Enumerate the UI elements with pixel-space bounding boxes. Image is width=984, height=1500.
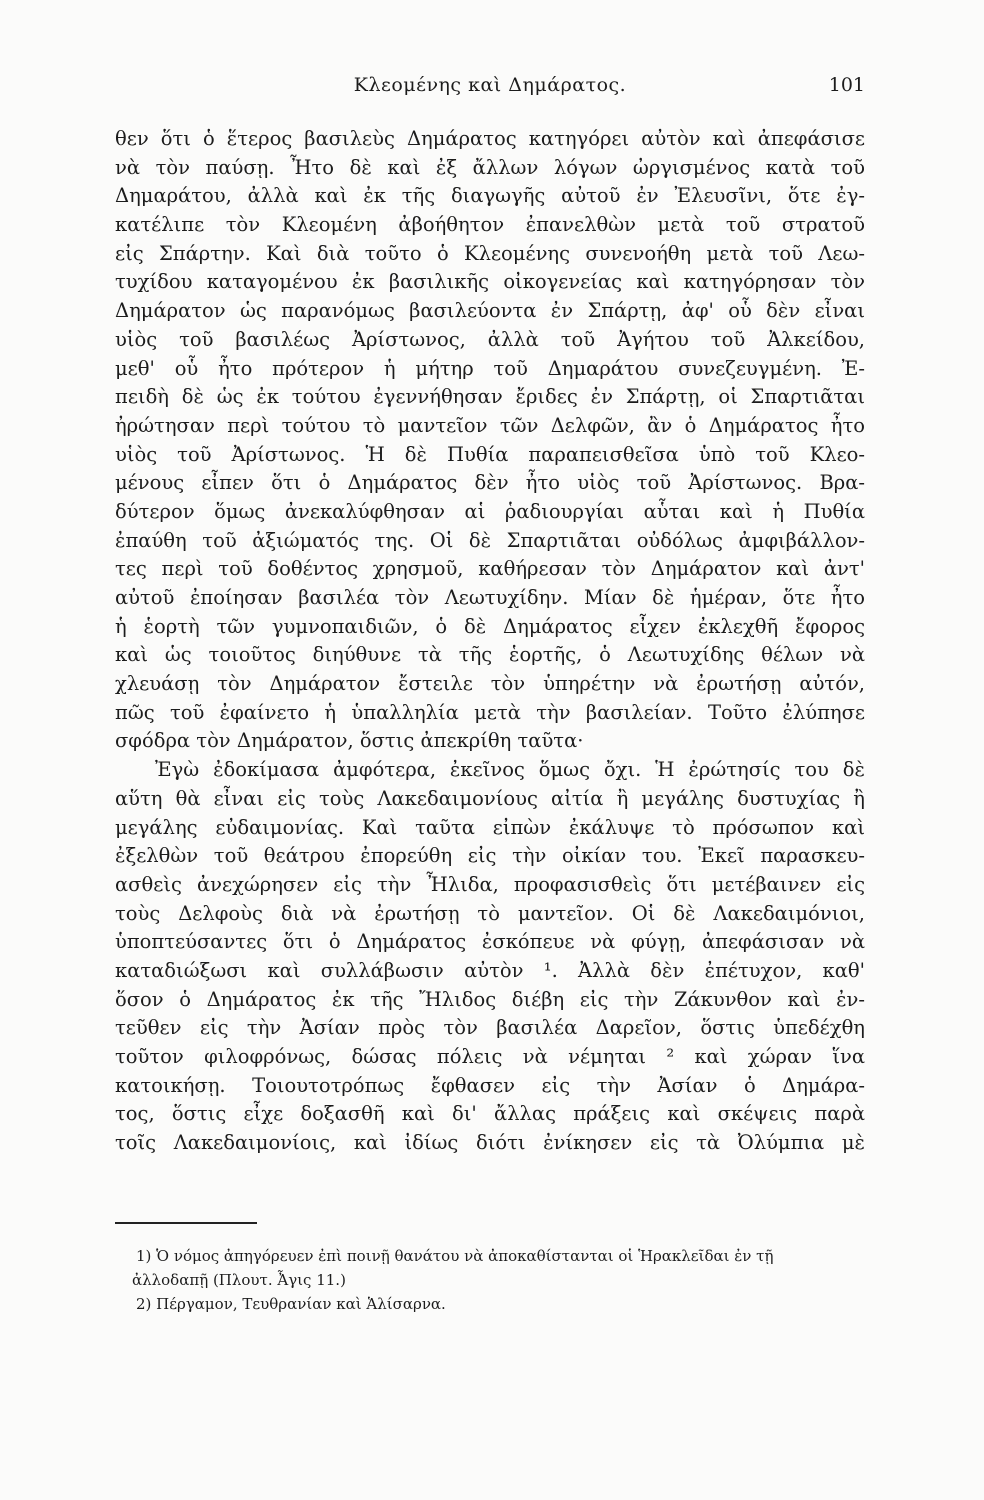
text-line: δύτερον ὅμως ἀνεκαλύφθησαν αἱ ῥαδιουργίαι αὗται καὶ ἡ Πυθία <box>115 499 865 523</box>
footnote-divider <box>115 1222 257 1224</box>
text-line: εἰς Σπάρτην. Καὶ διὰ τοῦτο ὁ Κλεομένης συνενοήθη μετὰ τοῦ Λεω- <box>115 241 865 265</box>
running-title: Κλεομένης καὶ Δημάρατος. <box>353 74 627 96</box>
text-line: θεν ὅτι ὁ ἕτερος βασιλεὺς Δημάρατος κατηγόρει αὐτὸν καὶ ἀπεφάσισε <box>115 127 865 150</box>
text-line: πῶς τοῦ ἐφαίνετο ἡ ὑπαλληλία μετὰ τὴν βασιλείαν. Τοῦτο ἐλύπησε <box>115 700 865 724</box>
text-line: τοὺς Δελφοὺς διὰ νὰ ἐρωτήσῃ τὸ μαντεῖον. Οἱ δὲ Λακεδαιμόνιοι, <box>115 901 865 925</box>
text-line: υἱὸς τοῦ βασιλέως Ἀρίστωνος, ἀλλὰ τοῦ Ἀγήτου τοῦ Ἀλκείδου, <box>115 327 865 351</box>
page-number: 101 <box>828 74 865 96</box>
body-text <box>115 125 865 1158</box>
text-line: ὑποπτεύσαντες ὅτι ὁ Δημάρατος ἐσκόπευε νὰ φύγῃ, ἀπεφάσισαν νὰ <box>115 930 865 954</box>
footnote-continuation: ἀλλοδαπῇ (Πλουτ. Ἆγις 11.) <box>132 1271 346 1289</box>
text-line: τες περὶ τοῦ δοθέντος χρησμοῦ, καθήρεσαν τὸν Δημάρατον καὶ ἀντ' <box>115 557 865 581</box>
text-line: καὶ ὡς τοιοῦτος διηύθυνε τὰ τῆς ἑορτῆς, ὁ Λεωτυχίδης θέλων νὰ <box>115 643 865 667</box>
text-line: πειδὴ δὲ ὡς ἐκ τούτου ἐγεννήθησαν ἔριδες ἐν Σπάρτῃ, οἱ Σπαρτιᾶται <box>115 385 865 409</box>
text-line: υἱὸς τοῦ Ἀρίστωνος. Ἡ δὲ Πυθία παραπεισθεῖσα ὑπὸ τοῦ Κλεο- <box>115 442 865 466</box>
text-line: ὅσον ὁ Δημάρατος ἐκ τῆς Ἤλιδος διέβη εἰς τὴν Ζάκυνθον καὶ ἐν- <box>115 987 865 1011</box>
text-line: ἠρώτησαν περὶ τούτου τὸ μαντεῖον τῶν Δελφῶν, ἂν ὁ Δημάρατος ἦτο <box>115 413 865 437</box>
text-line: τεῦθεν εἰς τὴν Ἀσίαν πρὸς τὸν βασιλέα Δαρεῖον, ὅστις ὑπεδέχθη <box>115 1016 865 1040</box>
text-line: μεγάλης εὐδαιμονίας. Καὶ ταῦτα εἰπὼν ἐκάλυψε τὸ πρόσωπον καὶ <box>115 815 865 839</box>
text-line: αὐτοῦ ἐποίησαν βασιλέα τὸν Λεωτυχίδην. Μίαν δὲ ἡμέραν, ὅτε ἦτο <box>115 586 865 609</box>
text-line: Δημαράτου, ἀλλὰ καὶ ἐκ τῆς διαγωγῆς αὐτοῦ ἐν Ἐλευσῖνι, ὅτε ἐγ- <box>115 184 865 208</box>
text-line: Δημάρατον ὡς παρανόμως βασιλεύοντα ἐν Σπάρτῃ, ἀφ' οὗ δὲν εἶναι <box>115 299 865 323</box>
text-line: αὕτη θὰ εἶναι εἰς τοὺς Λακεδαιμονίους αἰτία ἢ μεγάλης δυστυχίας ἢ <box>115 786 865 810</box>
text-line: τοῦτον φιλοφρόνως, δώσας πόλεις νὰ νέμηται ² καὶ χώραν ἵνα <box>115 1045 865 1068</box>
text-line: κατέλιπε τὸν Κλεομένη ἀβοήθητον ἐπανελθὼν μετὰ τοῦ στρατοῦ <box>115 213 865 237</box>
text-line: ἐπαύθη τοῦ ἀξιώματός της. Οἱ δὲ Σπαρτιᾶται οὐδόλως ἀμφιβάλλον- <box>115 528 865 552</box>
page-header <box>115 74 865 104</box>
text-line: νὰ τὸν παύσῃ. Ἦτο δὲ καὶ ἐξ ἄλλων λόγων ὠργισμένος κατὰ τοῦ <box>115 155 865 179</box>
text-line: Ἐγὼ ἐδοκίμασα ἀμφότερα, ἐκεῖνος ὅμως ὄχι. Ἡ ἐρώτησίς του δὲ <box>155 758 865 782</box>
text-line: μένους εἶπεν ὅτι ὁ Δημάρατος δὲν ἦτο υἱὸς τοῦ Ἀρίστωνος. Βρα- <box>115 471 865 495</box>
text-line: τοῖς Λακεδαιμονίοις, καὶ ἰδίως διότι ἐνίκησεν εἰς τὰ Ὀλύμπια μὲ <box>115 1131 865 1155</box>
text-line: κατοικήσῃ. Τοιουτοτρόπως ἔφθασεν εἰς τὴν Ἀσίαν ὁ Δημάρα- <box>115 1073 865 1097</box>
text-line: ἐξελθὼν τοῦ θεάτρου ἐπορεύθη εἰς τὴν οἰκίαν του. Ἐκεῖ παρασκευ- <box>115 844 865 868</box>
text-line: τυχίδου καταγομένου ἐκ βασιλικῆς οἰκογενείας καὶ κατηγόρησαν τὸν <box>115 270 865 294</box>
footnote: 2) Πέργαμον, Τευθρανίαν καὶ Ἁλίσαρνα. <box>136 1295 446 1313</box>
text-line: χλευάσῃ τὸν Δημάρατον ἔστειλε τὸν ὑπηρέτην νὰ ἐρωτήσῃ αὐτόν, <box>115 672 865 696</box>
text-line: σφόδρα τὸν Δημάρατον, ὅστις ἀπεκρίθη ταῦτα· <box>115 729 584 753</box>
text-line: καταδιώξωσι καὶ συλλάβωσιν αὐτὸν ¹. Ἀλλὰ δὲν ἐπέτυχον, καθ' <box>115 958 865 982</box>
text-line: ασθεὶς ἀνεχώρησεν εἰς τὴν Ἦλιδα, προφασισθεὶς ὅτι μετέβαινεν εἰς <box>115 872 865 896</box>
text-line: ἡ ἑορτὴ τῶν γυμνοπαιδιῶν, ὁ δὲ Δημάρατος εἶχεν ἐκλεχθῆ ἔφορος <box>115 614 865 638</box>
text-line: μεθ' οὗ ἦτο πρότερον ἡ μήτηρ τοῦ Δημαράτου συνεζευγμένη. Ἐ- <box>115 356 865 380</box>
text-line: τος, ὅστις εἶχε δοξασθῆ καὶ δι' ἄλλας πράξεις καὶ σκέψεις παρὰ <box>115 1102 865 1126</box>
footnote: 1) Ὁ νόμος ἀπηγόρευεν ἐπὶ ποινῇ θανάτου νὰ ἀποκαθίστανται οἱ Ἡρακλεῖδαι ἐν τῇ <box>136 1247 774 1265</box>
footnotes <box>132 1244 866 1316</box>
